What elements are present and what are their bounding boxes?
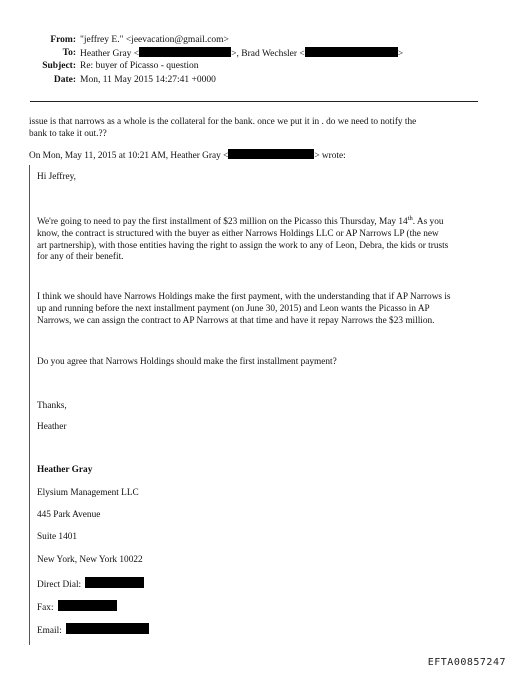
signature-street: 445 Park Avenue: [37, 510, 101, 520]
direct-dial-row: [37, 577, 144, 592]
paragraph-1: [37, 213, 448, 264]
subject-value: Re: buyer of Picasso - question: [80, 61, 199, 71]
to-separator: >, Brad Wechsler <: [231, 49, 305, 59]
fax-row: [37, 600, 117, 615]
redaction-box: [139, 47, 231, 57]
reply-line-2: bank to take it out.??: [29, 129, 107, 139]
redaction-box: [66, 623, 149, 634]
bates-number: EFTA00857247: [427, 657, 506, 668]
p1-line-3: art partnership), with those entities having the right to assign the work to any of Leon, Debra, the kids or trusts: [37, 240, 449, 251]
from-label: From:: [50, 35, 76, 45]
quoted-header: [29, 149, 346, 163]
reply-line-1: issue is that narrows as a whole is the collateral for the bank. once we put it in . do we need to notify the: [29, 117, 417, 127]
p1-superscript: th: [407, 215, 413, 222]
p1-line-2: know, the contract is structured with the buyer as either Narrows Holdings LLC or AP Narrows LP (the new: [37, 228, 439, 239]
direct-dial-label: Direct Dial:: [37, 580, 82, 590]
signature-company: Elysium Management LLC: [37, 488, 139, 498]
quoted-header-prefix: On Mon, May 11, 2015 at 10:21 AM, Heather Gray <: [29, 151, 229, 161]
paragraph-2: [37, 292, 451, 327]
quoted-header-suffix: > wrote:: [314, 151, 346, 161]
to-name-heather: Heather Gray <: [80, 49, 140, 59]
to-label: To:: [62, 48, 76, 58]
redaction-box: [228, 149, 314, 159]
redaction-box: [85, 577, 144, 588]
date-value: Mon, 11 May 2015 14:27:41 +0000: [80, 75, 216, 85]
paragraph-3: Do you agree that Narrows Holdings should make the first installment payment?: [37, 357, 337, 367]
to-value: [80, 47, 403, 61]
fax-label: Fax:: [37, 603, 54, 613]
email-label: Email:: [37, 626, 62, 636]
quote-bar: [29, 165, 30, 645]
signature-city: New York, New York 10022: [37, 555, 143, 565]
greeting: Hi Jeffrey,: [37, 172, 76, 182]
p1-line-1-end: . As you: [412, 217, 444, 228]
p1-line-1: [37, 213, 448, 229]
header-divider: [30, 101, 478, 102]
redaction-box: [58, 600, 117, 611]
p1-line-1-text: We're going to need to pay the first installment of $23 million on the Picasso this Thursday, May 14: [37, 217, 408, 228]
to-end: >: [397, 49, 404, 59]
from-value: "jeffrey E." <jeevacation@gmail.com>: [80, 35, 229, 45]
closing: Thanks,: [37, 401, 67, 411]
p2-line-2: up and running before the next installment payment (on June 30, 2015) and Leon wants the Picasso in AP: [37, 303, 430, 314]
sign-off: Heather: [37, 422, 67, 432]
subject-label: Subject:: [42, 61, 76, 71]
p2-line-3: Narrows, we can assign the contract to AP Narrows at that time and have it repay Narrows the $23 million.: [37, 315, 435, 326]
p2-line-1: I think we should have Narrows Holdings make the first payment, with the understanding that if AP Narrows is: [37, 292, 451, 302]
signature-name: Heather Gray: [37, 465, 93, 475]
email-header: [0, 0, 512, 95]
date-label: Date:: [53, 75, 76, 85]
email-row: [37, 623, 149, 638]
p1-line-4: for any of their benefit.: [37, 252, 124, 263]
signature-suite: Suite 1401: [37, 532, 78, 542]
redaction-box: [305, 47, 398, 57]
